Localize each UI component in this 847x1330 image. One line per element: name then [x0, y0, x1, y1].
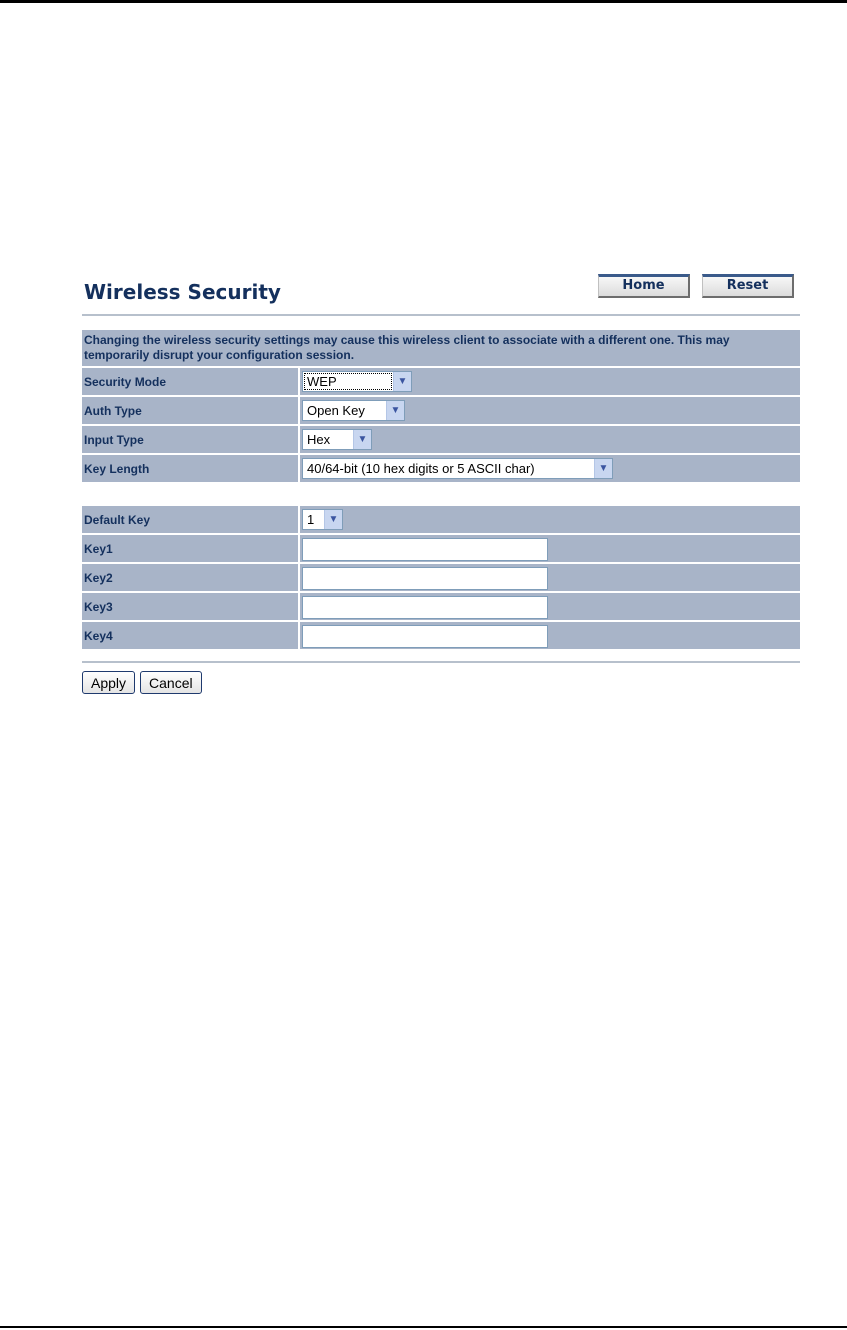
row-security-mode: [82, 367, 800, 396]
input-type-select[interactable]: [302, 429, 372, 450]
auth-type-select[interactable]: [302, 400, 405, 421]
key1-input[interactable]: [302, 538, 548, 561]
page-bottom-rule: [0, 1326, 847, 1328]
title-bar: [82, 272, 800, 316]
actions-divider: [82, 661, 800, 663]
key-length-label: Key Length: [82, 454, 299, 482]
key2-label: Key2: [82, 563, 299, 592]
default-key-select[interactable]: [302, 509, 343, 530]
key-length-select[interactable]: [302, 458, 613, 479]
row-key2: [82, 563, 800, 592]
chevron-down-icon[interactable]: ▼: [353, 430, 371, 449]
wep-keys-table: [82, 504, 800, 649]
chevron-down-icon[interactable]: ▼: [386, 401, 404, 420]
security-mode-select[interactable]: [302, 371, 412, 392]
default-key-label: Default Key: [82, 505, 299, 534]
home-button[interactable]: Home: [598, 274, 690, 298]
apply-button[interactable]: Apply: [82, 671, 135, 694]
key2-input[interactable]: [302, 567, 548, 590]
key3-input[interactable]: [302, 596, 548, 619]
auth-type-label: Auth Type: [82, 396, 299, 425]
warning-notice: Changing the wireless security settings may cause this wireless client to associate with a different one. This may temporarily disrupt your configuration session.: [82, 330, 800, 366]
section-gap: [82, 482, 800, 504]
row-default-key: [82, 505, 800, 534]
input-type-value: Hex: [307, 432, 331, 447]
row-key3: [82, 592, 800, 621]
input-type-label: Input Type: [82, 425, 299, 454]
chevron-down-icon[interactable]: ▼: [324, 510, 342, 529]
row-key-length: [82, 454, 800, 482]
security-settings-table: [82, 366, 800, 482]
auth-type-value: Open Key: [307, 403, 365, 418]
reset-button[interactable]: Reset: [702, 274, 794, 298]
cancel-button[interactable]: Cancel: [140, 671, 202, 694]
wireless-security-panel: [82, 272, 800, 694]
page-top-rule: [0, 0, 847, 3]
row-input-type: [82, 425, 800, 454]
row-key4: [82, 621, 800, 649]
page-title: Wireless Security: [84, 280, 281, 304]
form-actions: [82, 671, 800, 694]
key-length-value: 40/64-bit (10 hex digits or 5 ASCII char): [307, 461, 535, 476]
default-key-value: 1: [307, 512, 315, 527]
row-auth-type: [82, 396, 800, 425]
security-mode-value: WEP: [303, 372, 393, 391]
key3-label: Key3: [82, 592, 299, 621]
chevron-down-icon[interactable]: ▼: [393, 372, 411, 391]
key4-label: Key4: [82, 621, 299, 649]
key4-input[interactable]: [302, 625, 548, 648]
key1-label: Key1: [82, 534, 299, 563]
chevron-down-icon[interactable]: ▼: [594, 459, 612, 478]
security-mode-label: Security Mode: [82, 367, 299, 396]
row-key1: [82, 534, 800, 563]
